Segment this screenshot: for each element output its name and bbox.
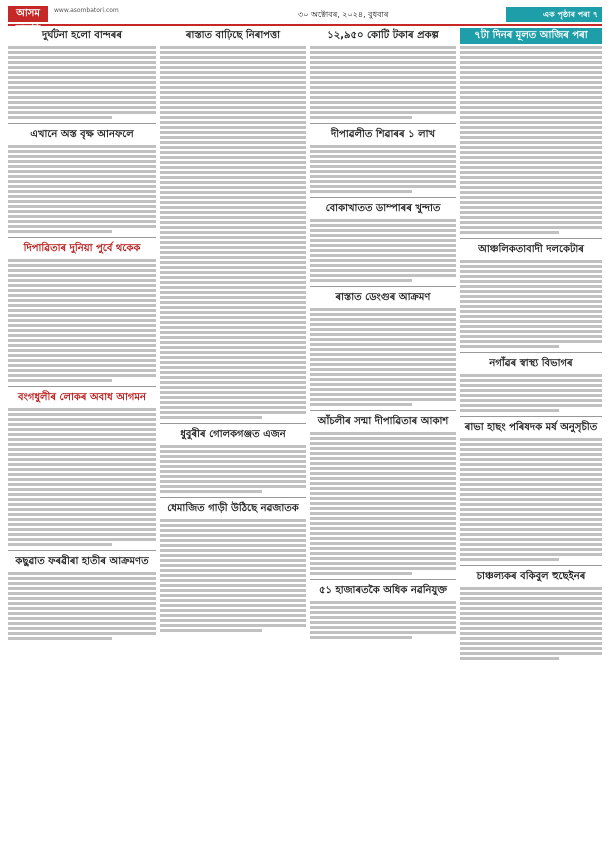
column-3 bbox=[310, 28, 456, 643]
headline: ৰাস্তাত ডেংগুৰ আক্ৰমণ bbox=[335, 292, 431, 303]
headline: আঞ্চলিকতাবাদী দলকেটাৰ bbox=[478, 244, 584, 255]
headline: ধুবুৰীৰ গোলকগঞ্জত এজন bbox=[180, 429, 286, 440]
masthead bbox=[8, 6, 602, 35]
page-label: এক পৃষ্ঠাৰ পৰা ৭ bbox=[506, 7, 602, 22]
website: www.asombatori.com bbox=[54, 7, 119, 14]
newspaper-logo: আসম বাতৰি bbox=[8, 6, 48, 22]
date: ৩০ অক্টোবৰ, ২০২৪, বুধবাৰ bbox=[298, 10, 389, 19]
headline: দুৰ্ঘটনা হলো বান্দৰৰ bbox=[41, 30, 123, 41]
headline: দীপাৱলীত শিৱাৰৰ ১ লাখ bbox=[330, 129, 436, 140]
headline: কছুৱাত ফৰৱীৰা হাতীৰ আক্ৰমণত bbox=[15, 556, 149, 567]
headline: ১২,৯৫০ কোটি টকাৰ প্ৰকল্প bbox=[327, 30, 439, 41]
headline: এখানে অস্ত বৃক্ষ আনফলে bbox=[30, 129, 134, 140]
column-1 bbox=[8, 28, 156, 644]
headline: ৭টা দিনৰ মূলত আজিৰ পৰা bbox=[460, 28, 602, 44]
headline: নগাঁৱৰ স্বাস্থ্য বিভাগৰ bbox=[489, 358, 573, 369]
headline: ৫১ হাজাৰতকৈ অধিক নৱনিযুক্ত bbox=[319, 585, 447, 596]
headline: ৰাভা হাছং পৰিষদক মৰ্ষ অনুসৃচীত bbox=[464, 422, 598, 433]
headline: ৰাস্তাত বাঢ়িছে নিৰাপত্তা bbox=[185, 30, 281, 41]
headline: আঁচলীৰ সন্মা দীপাৱিতাৰ আকাশ bbox=[317, 416, 449, 427]
headline: দিপাৱিতাৰ দুনিয়া পুৰ্বে থকেক bbox=[23, 243, 141, 254]
headline: বোকাখাতত ডাম্পাৰৰ খুন্দাত bbox=[325, 203, 441, 214]
column-2 bbox=[160, 28, 306, 636]
headline: ধেমাজিত গাড়ী উঠিছে নৱজাতক bbox=[167, 503, 299, 514]
headline: চাঞ্চল্যকৰ বকিবুল হুছেইনৰ bbox=[476, 571, 586, 582]
column-4 bbox=[460, 28, 602, 664]
headline: বংগধুলীৰ লোকৰ অবাধ আগমন bbox=[18, 392, 146, 403]
